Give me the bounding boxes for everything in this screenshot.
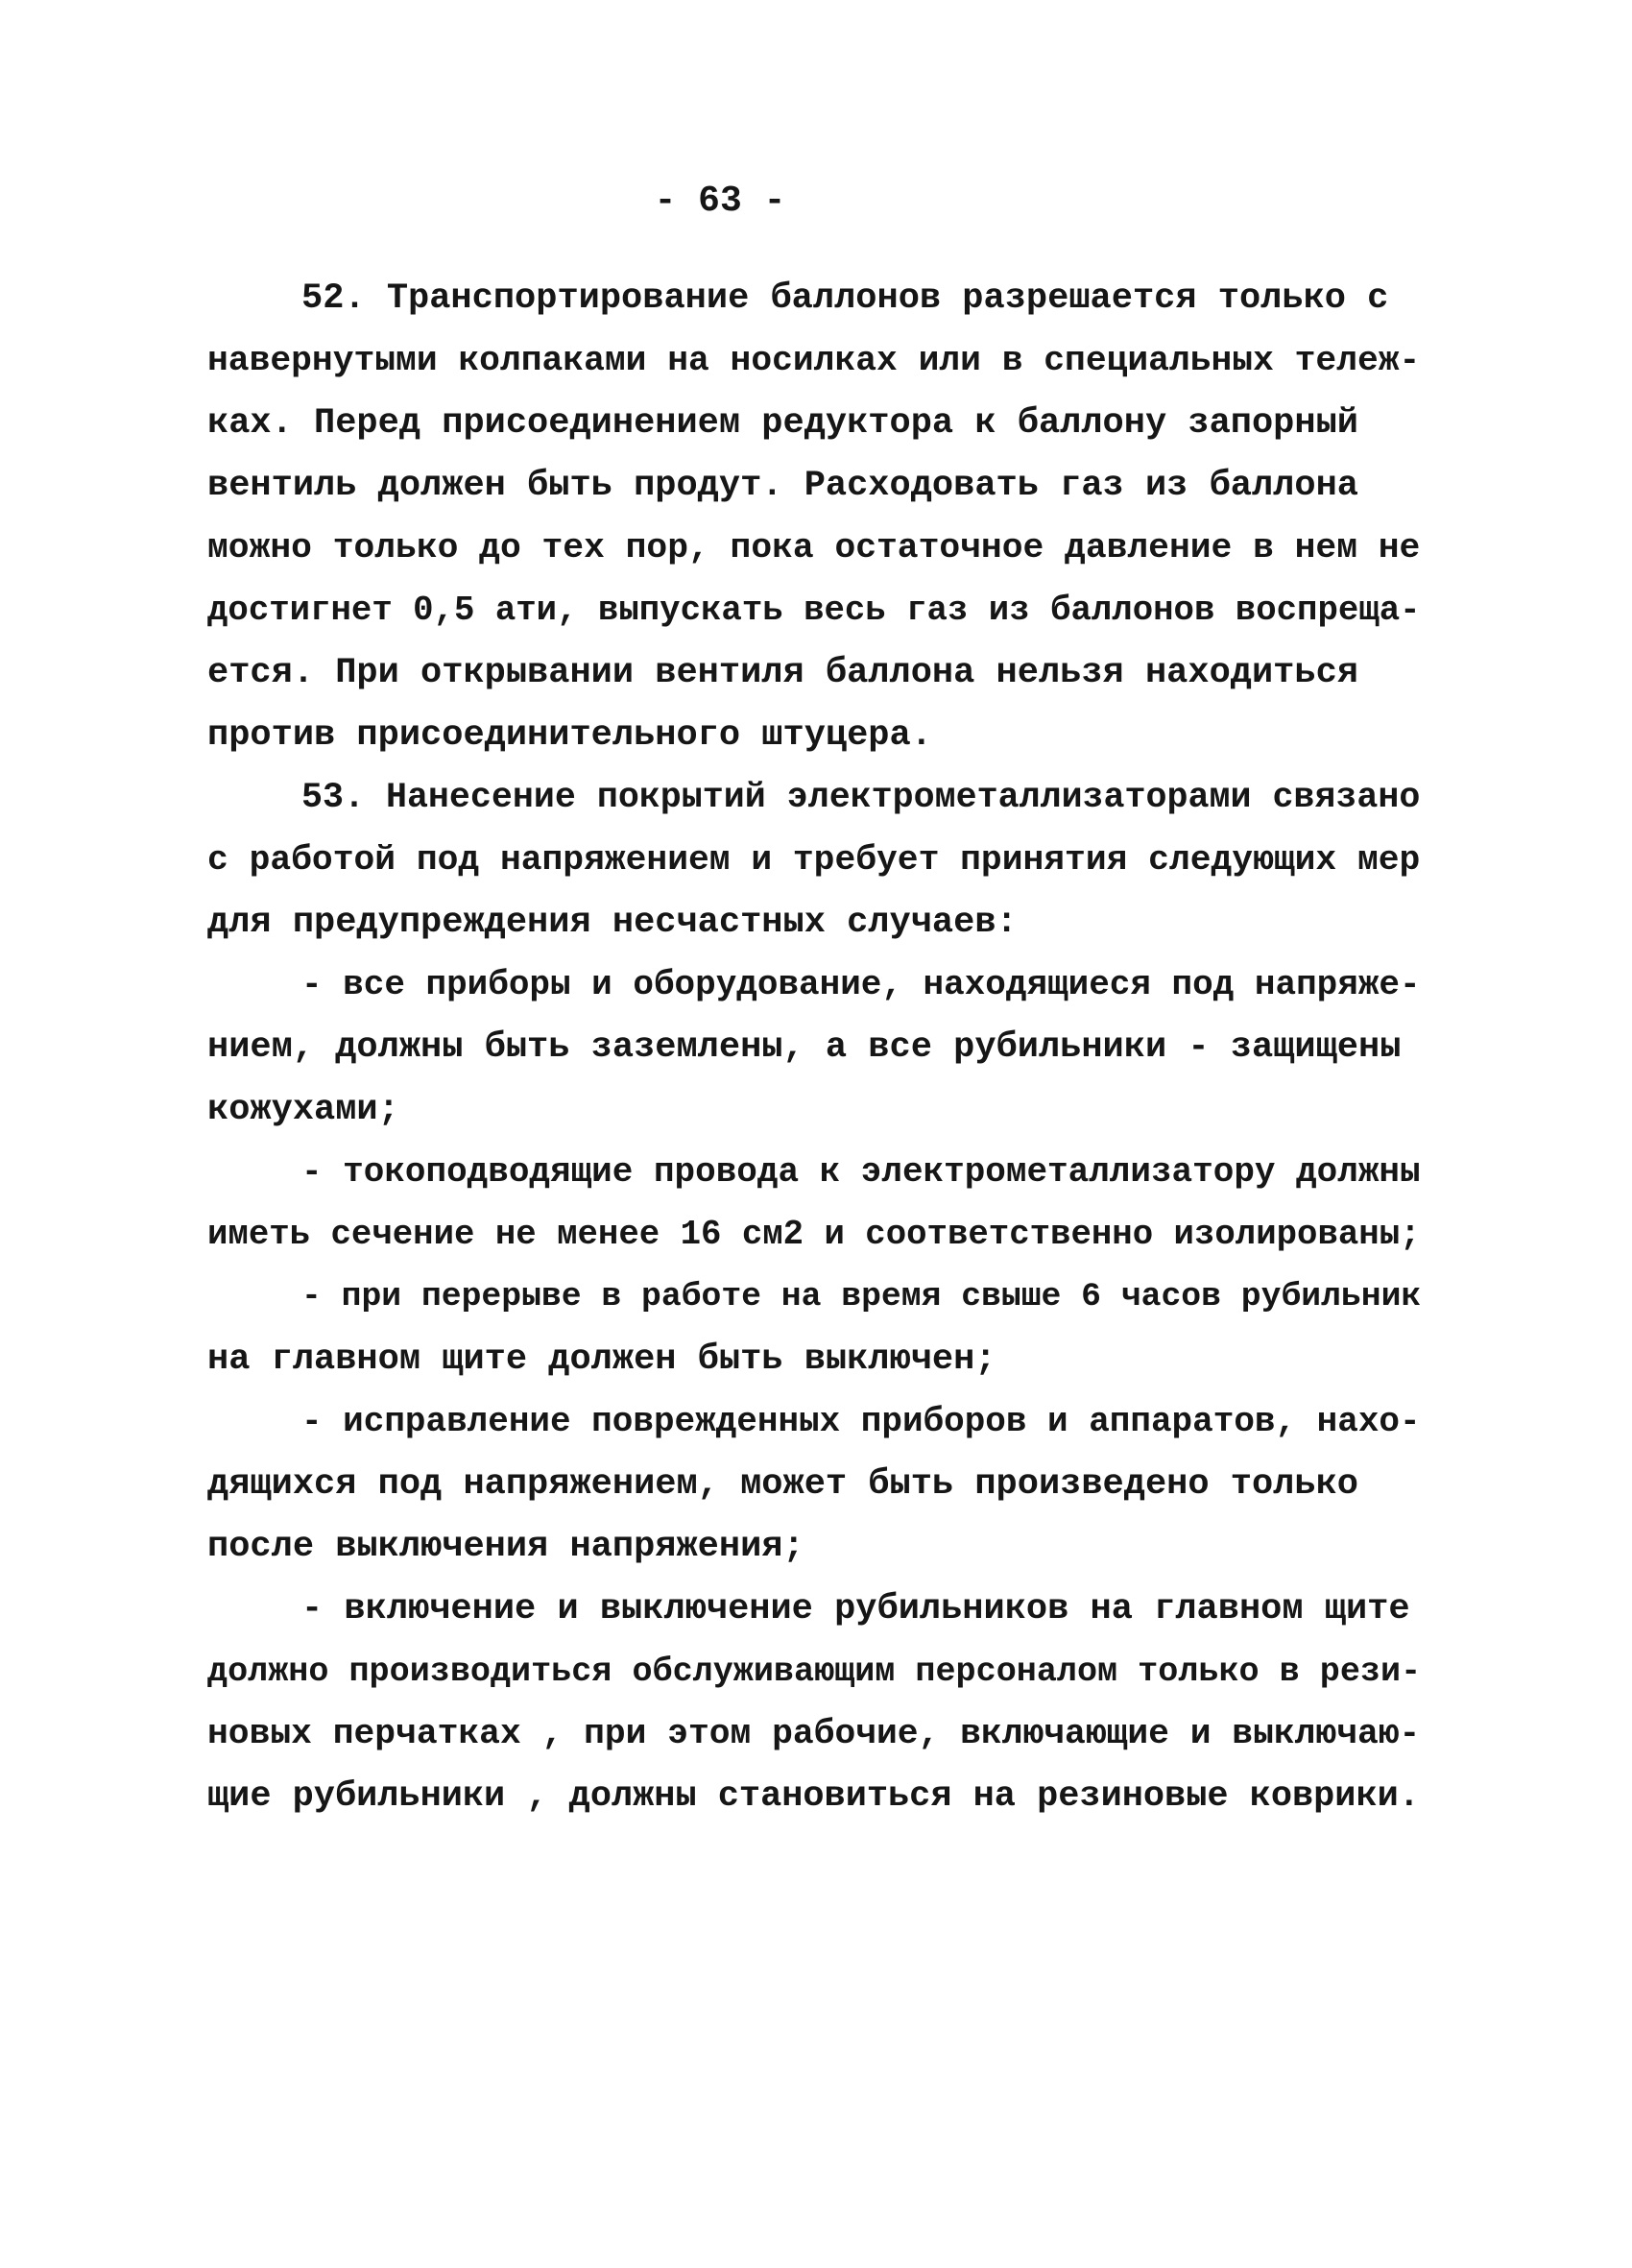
- paragraph-52-line-4: вентиль должен быть продут. Расходовать газ из баллона: [207, 466, 1358, 506]
- paragraph-52-line-6: достигнет 0,5 ати, выпускать весь газ из баллонов воспреща-: [207, 591, 1421, 630]
- list-item-5-line-1: - включение и выключение рубильников на главном щите: [301, 1589, 1410, 1629]
- list-item-2-line-2: иметь сечение не менее 16 см2 и соответственно изолированы;: [207, 1215, 1421, 1254]
- paragraph-52-line-7: ется. При открывании вентиля баллона нельзя находиться: [207, 653, 1358, 693]
- list-item-5-line-3: новых перчатках , при этом рабочие, включающие и выключаю-: [207, 1714, 1421, 1753]
- paragraph-53-line-3: для предупреждения несчастных случаев:: [207, 903, 1018, 943]
- list-item-4-line-1: - исправление поврежденных приборов и аппаратов, нахо-: [301, 1402, 1421, 1441]
- list-item-1-line-1: - все приборы и оборудование, находящиеся под напряже-: [301, 965, 1421, 1004]
- list-item-1-line-2: нием, должны быть заземлены, а все рубильники - защищены: [207, 1027, 1402, 1068]
- paragraph-52-line-1: 52. Транспортирование баллонов разрешается только с: [301, 278, 1389, 319]
- paragraph-53-line-2: с работой под напряжением и требует принятия следующих мер: [207, 840, 1421, 880]
- list-item-1-line-3: кожухами;: [207, 1090, 399, 1130]
- list-item-4-line-3: после выключения напряжения;: [207, 1527, 804, 1567]
- page-number: - 63 -: [654, 181, 786, 222]
- list-item-2-line-1: - токоподводящие провода к электрометаллизатору должны: [301, 1152, 1421, 1192]
- paragraph-52-line-2: навернутыми колпаками на носилках или в специальных тележ-: [207, 341, 1421, 380]
- paragraph-53-line-1: 53. Нанесение покрытий электрометаллизаторами связано: [301, 778, 1421, 818]
- list-item-5-line-2: должно производиться обслуживающим персоналом только в рези-: [207, 1653, 1422, 1691]
- list-item-4-line-2: дящихся под напряжением, может быть произведено только: [207, 1464, 1358, 1505]
- list-item-5-line-4: щие рубильники , должны становиться на резиновые коврики.: [207, 1776, 1420, 1817]
- list-item-3-line-1: - при перерыве в работе на время свыше 6 часов рубильник: [301, 1278, 1422, 1315]
- paragraph-52-line-3: ках. Перед присоединением редуктора к баллону запорный: [207, 403, 1358, 444]
- paragraph-52-line-5: можно только до тех пор, пока остаточное давление в нем не: [207, 528, 1421, 567]
- list-item-3-line-2: на главном щите должен быть выключен;: [207, 1339, 996, 1380]
- paragraph-52-line-8: против присоединительного штуцера.: [207, 715, 932, 756]
